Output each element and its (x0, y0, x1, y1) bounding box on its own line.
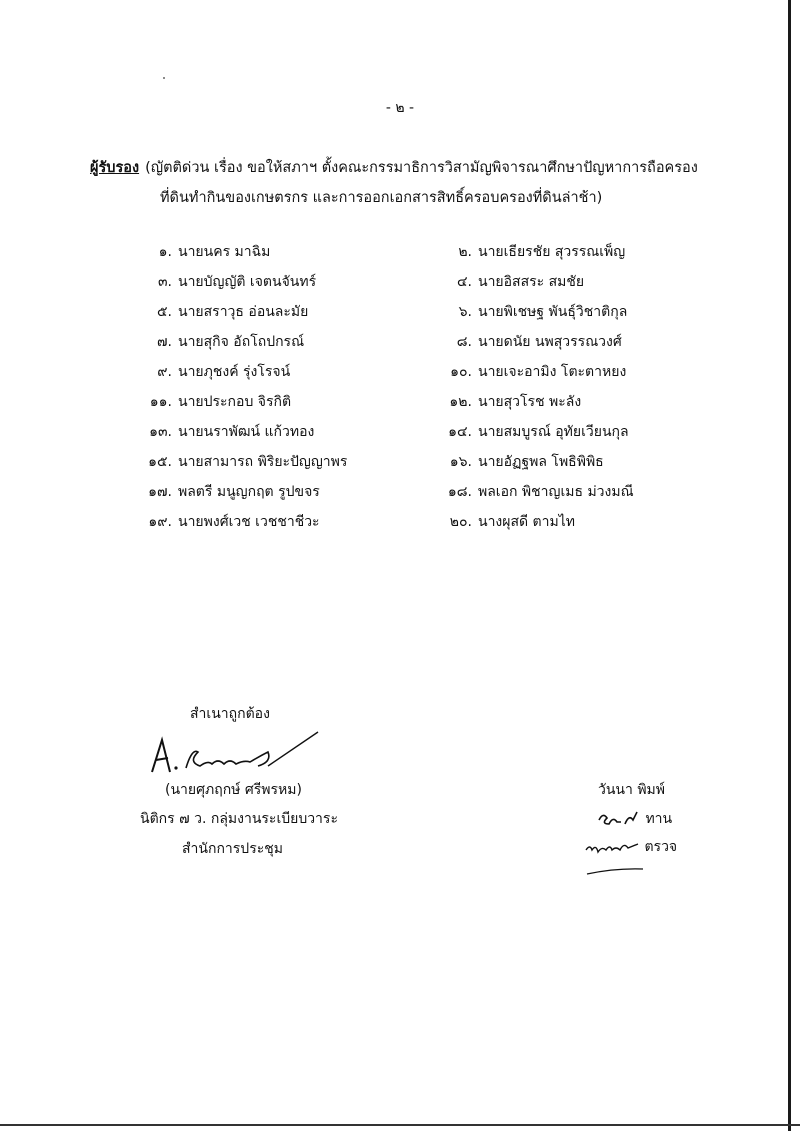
signer-number: ๑๙. (148, 514, 172, 530)
motion-title-line1: (ญัตติด่วน เรื่อง ขอให้สภาฯ ตั้งคณะกรรมาธิการวิสามัญพิจารณาศึกษาปัญหาการถือครอง (145, 160, 698, 176)
signer-number: ๒. (458, 244, 472, 260)
motion-title-line2: ที่ดินทำกินของเกษตรกร และการออกเอกสารสิทธิ์ครอบครองที่ดินล่าช้า) (160, 190, 603, 206)
proofreader-initials (597, 808, 641, 830)
page-bottom-edge (0, 1124, 800, 1126)
signer-row (120, 480, 360, 510)
signer-name: นายสามารถ พิริยะปัญญาพร (178, 454, 348, 470)
signer-row (420, 300, 680, 330)
signer-name: พลตรี มนูญกฤต รูปขจร (178, 484, 320, 500)
signer-name: นายภุชงค์ รุ่งโรจน์ (178, 364, 291, 380)
signer-name: นายบัญญัติ เจตนจันทร์ (178, 274, 317, 290)
signer-row (420, 330, 680, 360)
signer-name: นายนคร มาฉิม (178, 244, 271, 260)
signer-name: นายเจะอามิง โตะตาหยง (478, 364, 627, 380)
signer-name: นายสุวโรช พะลัง (478, 394, 582, 410)
signer-row (420, 510, 680, 540)
signer-row (420, 240, 680, 270)
signer-number: ๑๔. (448, 424, 472, 440)
signer-row (120, 390, 360, 420)
signer-number: ๔. (456, 274, 472, 290)
signer-number: ๓. (157, 274, 172, 290)
signer-name: นายอิสสระ สมชัย (478, 274, 585, 290)
initials-underline (585, 866, 645, 876)
signers-list-left (120, 240, 360, 540)
signer-number: ๘. (456, 334, 472, 350)
signer-name: นายดนัย นพสุวรรณวงศ์ (478, 334, 622, 350)
signer-row (420, 420, 680, 450)
signer-name: นายพิเชษฐ พันธุ์วิชาติกุล (478, 304, 628, 320)
signer-number: ๑. (158, 244, 172, 260)
signer-number: ๑๓. (149, 424, 172, 440)
signer-number: ๙. (157, 364, 172, 380)
signer-name: นายพงศ์เวช เวชชาชีวะ (178, 514, 320, 530)
certifier-signature (140, 722, 340, 782)
signer-number: ๖. (458, 304, 472, 320)
signer-name: นายสมบูรณ์ อุทัยเวียนกุล (478, 424, 629, 440)
signer-row (420, 360, 680, 390)
signer-number: ๕. (156, 304, 172, 320)
signer-row (120, 240, 360, 270)
signer-row (120, 270, 360, 300)
signers-list-right (420, 240, 680, 540)
signer-number: ๗. (157, 334, 172, 350)
signer-number: ๑๐. (450, 364, 472, 380)
signer-name: นางผุสดี ตามไท (478, 514, 576, 530)
signer-row (120, 420, 360, 450)
signer-row (420, 450, 680, 480)
signer-row (420, 390, 680, 420)
certifier-name: (นายศุภฤกษ์ ศรีพรหม) (165, 782, 302, 798)
signer-name: นายสุกิจ อัถโถปกรณ์ (178, 334, 305, 350)
signer-name: นายนราพัฒน์ แก้วทอง (178, 424, 315, 440)
signer-number: ๑๑. (149, 394, 172, 410)
signer-row (120, 330, 360, 360)
scan-speck (163, 77, 165, 79)
signer-name: พลเอก พิชาญเมธ ม่วงมณี (478, 484, 634, 500)
signer-row (420, 270, 680, 300)
signer-number: ๑๒. (449, 394, 472, 410)
certifier-position: นิติกร ๗ ว. กลุ่มงานระเบียบวาระ (140, 811, 338, 827)
page-edge-shadow (788, 0, 791, 1131)
signers-heading (90, 153, 770, 213)
signer-row (120, 300, 360, 330)
checked-row (584, 836, 677, 858)
page-number: - ๒ - (385, 100, 415, 116)
signer-row (120, 510, 360, 540)
signer-number: ๑๕. (148, 454, 172, 470)
signer-name: นายประกอบ จิรกิติ (178, 394, 292, 410)
signers-label: ผู้รับรอง (90, 160, 140, 176)
signer-name: นายเธียรชัย สุวรรณเพ็ญ (478, 244, 626, 260)
certifier-office: สำนักการประชุม (182, 841, 283, 857)
signer-number: ๑๗. (148, 484, 172, 500)
typist-name: วันนา พิมพ์ (598, 782, 665, 798)
proofread-row (597, 808, 672, 830)
signer-name: นายอัฏฐพล โพธิพิพิธ (478, 454, 604, 470)
signer-row (120, 360, 360, 390)
signer-number: ๒๐. (449, 514, 472, 530)
signer-row (420, 480, 680, 510)
signer-row (120, 450, 360, 480)
signer-number: ๑๘. (447, 484, 472, 500)
proofread-label: ทาน (645, 811, 673, 827)
signer-name: นายสราวุธ อ่อนละมัย (178, 304, 309, 320)
certification-title: สำเนาถูกต้อง (190, 706, 270, 722)
signer-number: ๑๖. (449, 454, 472, 470)
checked-label: ตรวจ (644, 839, 678, 855)
checker-initials (584, 836, 640, 858)
